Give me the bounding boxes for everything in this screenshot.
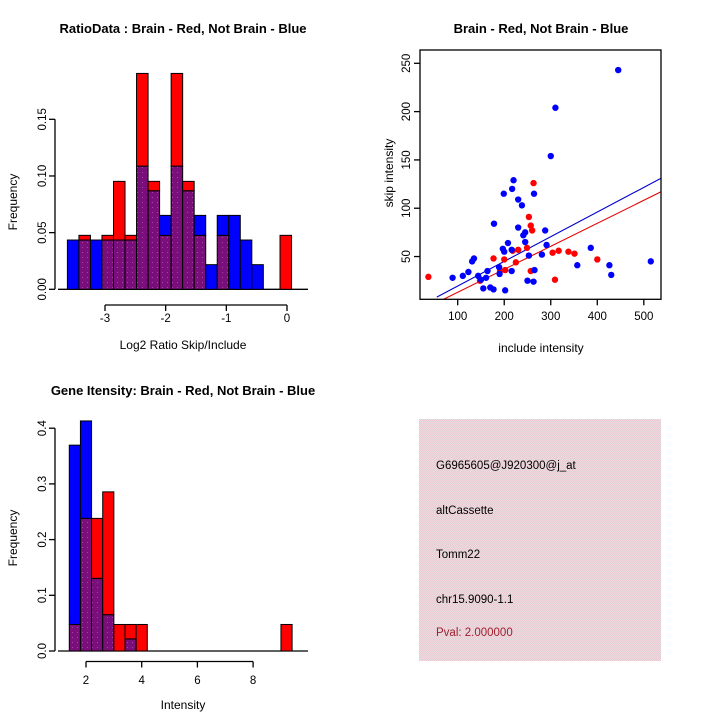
scatter-point — [501, 191, 507, 197]
x-tick-label: 8 — [249, 675, 257, 687]
hist-bar — [194, 215, 206, 235]
hist-bar — [280, 235, 292, 289]
scatter-point — [524, 277, 530, 283]
scatter-point — [510, 177, 516, 183]
scatter-point — [552, 277, 558, 283]
hist-bar — [240, 240, 252, 289]
hist-bar — [113, 240, 125, 289]
hist-bar — [80, 518, 91, 651]
scatter-point — [449, 275, 455, 281]
hist-bar — [113, 181, 125, 240]
x-tick-label: -1 — [221, 313, 232, 325]
scatter-point — [496, 271, 502, 277]
y-tick-label: 0.15 — [37, 108, 49, 131]
hist-bar — [103, 492, 114, 615]
gene-hist-title: Gene Itensity: Brain - Red, Not Brain - Blue — [50, 383, 316, 398]
scatter-point — [513, 259, 519, 265]
x-tick-label: 400 — [587, 311, 607, 323]
hist-bar — [136, 624, 147, 651]
ratio-hist-xlabel: Log2 Ratio Skip/Include — [119, 338, 247, 352]
plot-box — [420, 50, 661, 299]
hist-bar — [114, 624, 125, 651]
info-splice-type: altCassette — [436, 505, 494, 517]
scatter-point — [487, 284, 493, 290]
hist-bar — [171, 166, 183, 289]
hist-bar — [171, 73, 183, 166]
hist-bar — [194, 235, 206, 289]
hist-bar — [102, 240, 114, 289]
hist-bar — [69, 445, 80, 624]
scatter-point — [539, 251, 545, 257]
gene-hist-ylabel: Frequency — [6, 509, 20, 567]
scatter-point — [531, 191, 537, 197]
scatter-title: Brain - Red, Not Brain - Blue — [453, 21, 629, 36]
hist-bar — [137, 73, 149, 166]
hist-bar — [217, 215, 229, 235]
y-tick-label: 0.10 — [37, 164, 49, 188]
y-tick-label: 0.0 — [37, 643, 49, 659]
scatter-point — [522, 239, 528, 245]
scatter-point — [490, 255, 496, 261]
info-gene-name: Tomm22 — [436, 549, 481, 561]
scatter-point — [465, 269, 471, 275]
scatter-point — [530, 278, 536, 284]
scatter-point — [526, 214, 532, 220]
x-tick-label: 6 — [194, 675, 201, 687]
scatter-point — [480, 285, 486, 291]
scatter-point — [425, 274, 431, 280]
scatter-point — [530, 180, 536, 186]
scatter-point — [502, 267, 508, 273]
y-tick-label: 0.2 — [37, 531, 49, 548]
hist-bar — [183, 181, 195, 190]
scatter-point — [520, 232, 526, 238]
scatter-point — [531, 267, 537, 273]
scatter-point — [542, 227, 548, 233]
scatter-point — [552, 105, 558, 111]
y-tick-label: 0.05 — [37, 221, 49, 244]
hist-bar — [125, 624, 136, 638]
x-tick-label: 0 — [283, 313, 291, 325]
hist-bar — [206, 265, 218, 290]
x-tick-label: -3 — [99, 313, 111, 325]
hist-bar — [252, 265, 264, 290]
scatter-point — [501, 256, 507, 262]
hist-bar — [281, 624, 292, 651]
hist-bar — [148, 191, 160, 290]
scatter-point — [548, 153, 554, 159]
scatter-point — [574, 262, 580, 268]
hist-bar — [69, 624, 80, 651]
info-pval: Pval: 2.000000 — [436, 627, 513, 639]
x-tick-label: 100 — [448, 311, 468, 323]
hist-bar — [92, 578, 103, 651]
scatter-point — [571, 250, 577, 256]
x-tick-label: 300 — [541, 311, 561, 323]
hist-bar — [90, 240, 102, 289]
y-tick-label: 150 — [401, 150, 413, 170]
gene-hist-xlabel: Intensity — [160, 698, 206, 712]
scatter-point — [460, 273, 466, 279]
not-brain-fit-line — [437, 178, 661, 297]
x-tick-label: 500 — [634, 311, 654, 323]
info-probe-id: G6965605@J920300@j_at — [436, 460, 576, 472]
y-tick-label: 0.3 — [37, 475, 49, 492]
hist-bar — [229, 215, 241, 289]
hist-bar — [67, 240, 79, 289]
y-tick-label: 100 — [401, 198, 413, 218]
scatter-point — [519, 202, 525, 208]
scatter-point — [484, 268, 490, 274]
scatter-point — [543, 242, 549, 248]
scatter-point — [509, 186, 515, 192]
scatter-ylabel: skip intensity — [382, 138, 396, 208]
brain-fit-line — [438, 192, 661, 302]
scatter-point — [475, 273, 481, 279]
hist-bar — [79, 240, 91, 289]
hist-bar — [137, 166, 149, 289]
ratio-hist-ylabel: Frequency — [6, 173, 20, 231]
hist-bar — [125, 639, 136, 651]
scatter-point — [565, 249, 571, 255]
y-tick-label: 0.00 — [37, 278, 49, 301]
hist-bar — [125, 240, 137, 289]
scatter-point — [502, 287, 508, 293]
x-tick-label: 4 — [138, 675, 145, 687]
scatter-point — [555, 248, 561, 254]
info-location: chr15.9090-1.1 — [436, 594, 514, 606]
hist-bar — [160, 235, 172, 289]
scatter-point — [648, 258, 654, 264]
hist-bar — [148, 181, 160, 190]
hist-bar — [80, 421, 91, 518]
y-tick-label: 200 — [401, 102, 413, 122]
scatter-point — [508, 247, 514, 253]
scatter-point — [515, 224, 521, 230]
y-tick-label: 0.4 — [37, 420, 49, 437]
scatter-point — [515, 247, 521, 253]
scatter-point — [608, 272, 614, 278]
hist-bar — [79, 235, 91, 240]
hist-bar — [160, 215, 172, 235]
ratio-hist-title: RatioData : Brain - Red, Not Brain - Blue — [59, 21, 307, 36]
y-tick-label: 250 — [401, 53, 413, 73]
hist-bar — [102, 235, 114, 240]
x-tick-label: 2 — [82, 675, 90, 687]
scatter-xlabel: include intensity — [498, 341, 584, 355]
scatter-point — [526, 252, 532, 258]
scatter-point — [524, 245, 530, 251]
scatter-point — [496, 264, 502, 270]
scatter-point — [505, 240, 511, 246]
scatter-point — [549, 249, 555, 255]
scatter-point — [606, 262, 612, 268]
x-tick-label: -2 — [160, 313, 171, 325]
hist-bar — [125, 235, 137, 240]
scatter-point — [508, 268, 514, 274]
y-tick-label: 0.1 — [37, 587, 49, 604]
scatter-point — [588, 245, 594, 251]
scatter-point — [501, 249, 507, 255]
hist-bar — [217, 235, 229, 289]
scatter-point — [615, 67, 621, 73]
scatter-point — [515, 196, 521, 202]
info-panel — [419, 419, 661, 661]
scatter-point — [491, 220, 497, 226]
hist-bar — [183, 191, 195, 290]
hist-bar — [103, 615, 114, 651]
scatter-point — [594, 256, 600, 262]
scatter-point — [529, 227, 535, 233]
y-tick-label: 50 — [401, 250, 413, 263]
hist-bar — [92, 518, 103, 578]
scatter-point — [471, 255, 477, 261]
x-tick-label: 200 — [494, 311, 514, 323]
